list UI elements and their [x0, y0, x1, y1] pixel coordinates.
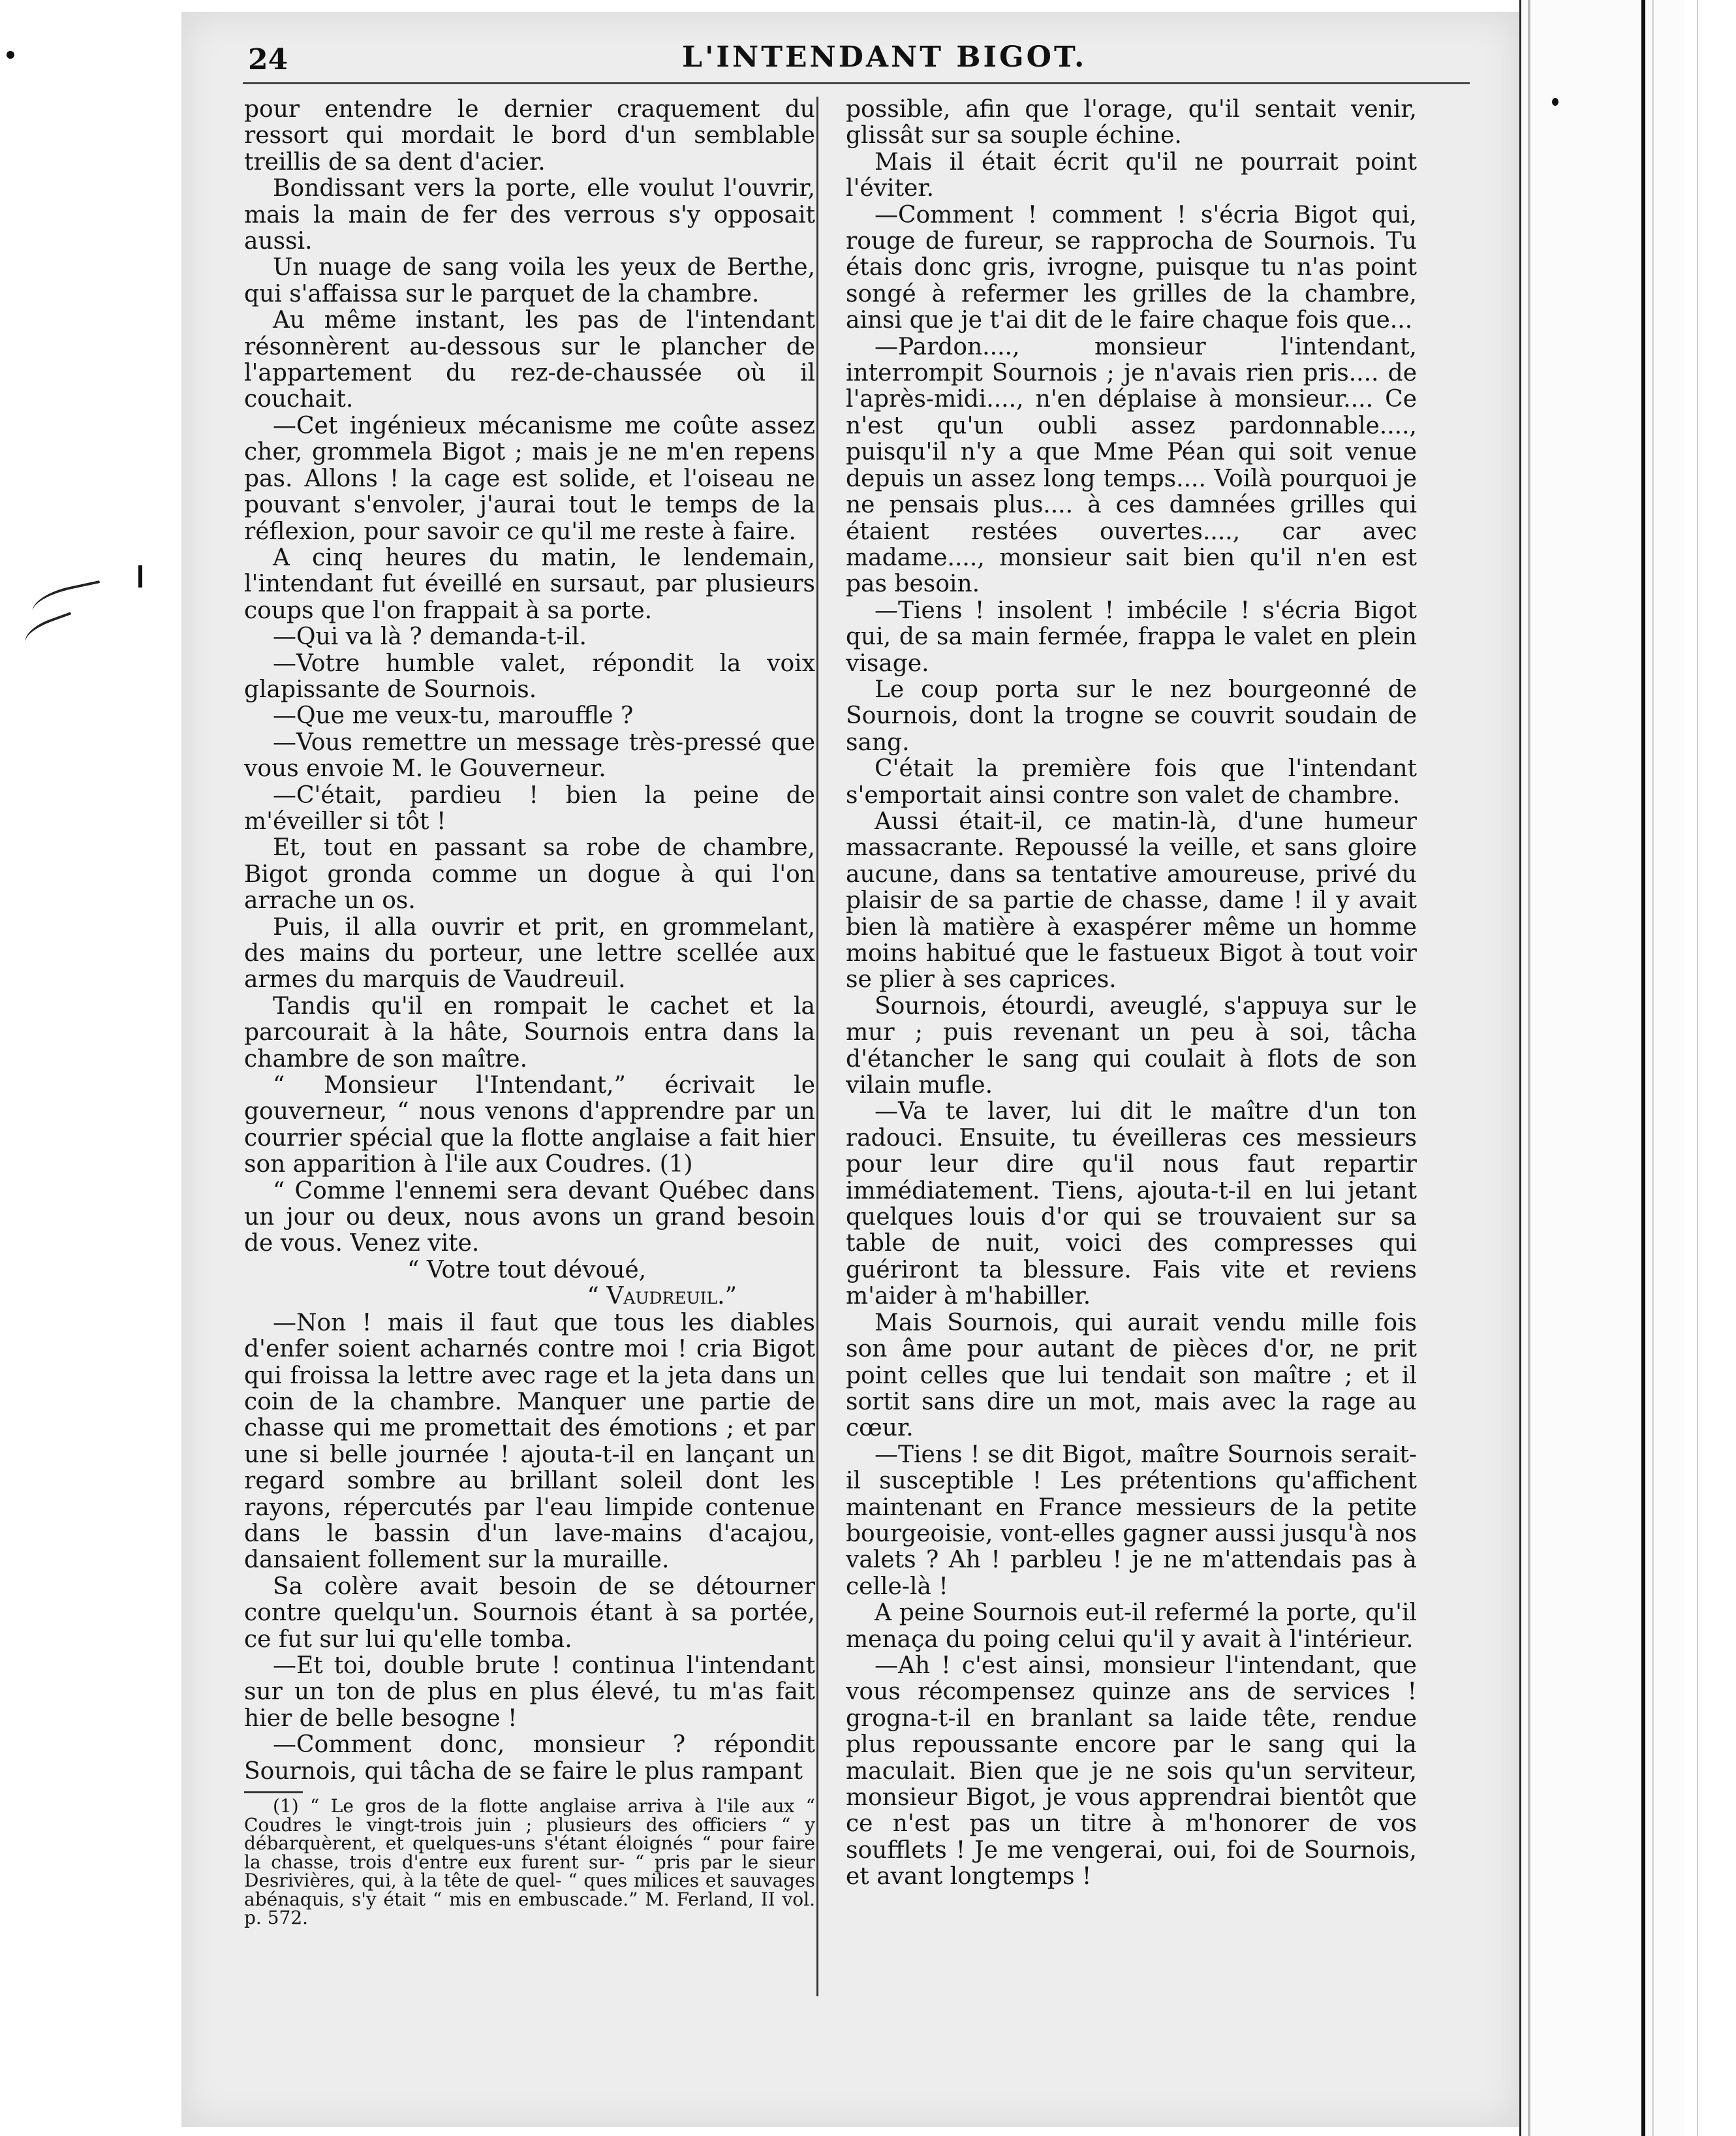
paragraph: Sa colère avait besoin de se détourner contre quelqu'un. Sournois étant à sa portée, ce fut sur lui qu'elle tomba. [244, 1573, 815, 1653]
running-title: L'INTENDANT BIGOT. [682, 40, 1087, 74]
paragraph: —Que me veux-tu, marouffle ? [273, 702, 634, 730]
scan-speck [138, 565, 142, 588]
paragraph: —C'était, pardieu ! bien la peine de m'éveiller si tôt ! [244, 781, 815, 835]
paragraph: —Va te laver, lui dit le maître d'un ton radouci. Ensuite, tu éveilleras ces messieurs pour leur dire qu'il nous faut repartir immédiatement. Tiens, ajouta-t-il en lui jetant quelques louis d'or qui se trouvaient sur sa table de nuit, voici des compresses qui guériront ta blessure. Fais vite et reviens m'aider à m'habiller. [846, 1098, 1417, 1310]
paragraph: C'était la première fois que l'intendant s'emportait ainsi contre son valet de chambre. [846, 755, 1417, 809]
paragraph: —Tiens ! se dit Bigot, maître Sournois serait-il susceptible ! Les prétentions qu'affichent maintenant en France messieurs de la petite bourgeoisie, vont-elles gagner aussi jusqu'à nos valets ? Ah ! parbleu ! je ne m'attendais pas à celle-là ! [846, 1441, 1417, 1600]
paragraph: —Cet ingénieux mécanisme me coûte assez cher, grommela Bigot ; mais je ne m'en repens pas. Allons ! la cage est solide, et l'oiseau ne pouvant s'envoler, j'aurai tout le temps de la réflexion, pour savoir ce qu'il me reste à faire. [244, 412, 815, 545]
paragraph: —Non ! mais il faut que tous les diables d'enfer soient acharnés contre moi ! cria Bigot qui froissa la lettre avec rage et la jeta dans un coin de la chambre. Manquer une partie de chasse qui me promettait des émotions ; et par une si belle journée ! ajouta-t-il en lançant un regard sombre au brillant soleil dont les rayons, répercutés par l'eau limpide contenue dans le bassin d'un lave-mains d'acajou, dansaient follement sur la muraille. [244, 1309, 815, 1574]
paragraph: —Ah ! c'est ainsi, monsieur l'intendant, que vous récompensez quinze ans de services ! grogna-t-il en branlant sa laide tête, rendue plus repoussante encore par le sang qui la maculait. Bien que je ne sois qu'un serviteur, monsieur Bigot, je vous apprendrai bientôt que ce n'est pas un titre à m'honorer de vos soufflets ! Je me vengerai, oui, foi de Sournois, et avant longtemps ! [846, 1652, 1417, 1891]
scan-speck [7, 51, 14, 59]
paragraph: Et, tout en passant sa robe de chambre, Bigot gronda comme un dogue à qui l'on arrache un os. [244, 834, 815, 915]
binding-edge [1641, 0, 1645, 2136]
paragraph: —Votre humble valet, répondit la voix glapissante de Sournois. [244, 650, 815, 703]
paragraph: Un nuage de sang voila les yeux de Berthe, qui s'affaissa sur le parquet de la chambre. [244, 254, 815, 307]
page-number: 24 [248, 43, 288, 76]
footnote-rule [244, 1791, 303, 1793]
paragraph: —Tiens ! insolent ! imbécile ! s'écria Bigot qui, de sa main fermée, frappa le valet en plein visage. [846, 597, 1417, 677]
letter-paragraph: “ Comme l'ennemi sera devant Québec dans un jour ou deux, nous avons un grand besoin de vous. Venez vite. [244, 1177, 815, 1257]
page-stack-edge [1519, 0, 1684, 2136]
paragraph: —Comment donc, monsieur ? répondit Sournois, qui tâcha de se faire le plus rampant [244, 1731, 815, 1785]
paragraph: Aussi était-il, ce matin-là, d'une humeur massacrante. Repoussé la veille, et sans gloire aucune, dans sa tentative amoureuse, privé du plaisir de sa partie de chasse, dame ! il y avait bien là matière à exaspérer même un homme moins habitué que le fastueux Bigot à tout voir se plier à ses caprices. [846, 808, 1417, 994]
paragraph: possible, afin que l'orage, qu'il sentait venir, glissât sur sa souple échine. [846, 96, 1417, 149]
footnote: (1) “ Le gros de la flotte anglaise arriva à l'ile aux “ Coudres le vingt-trois juin ; plusieurs des officiers “ y débarquèrent, et quelques-uns s'étant éloignés “ pour faire la chasse, trois d'entre eux furent sur- “ pris par le sieur Desrivières, qui, à la tête de quel- “ ques milices et sauvages abénaquis, s'y était “ mis en embuscade.” M. Ferland, II vol. p. 572. [244, 1795, 815, 1928]
paragraph: Le coup porta sur le nez bourgeonné de Sournois, dont la trogne se couvrit soudain de sang. [846, 676, 1417, 756]
paragraph: —Qui va là ? demanda-t-il. [273, 623, 587, 651]
scan-speck [1552, 98, 1558, 106]
paragraph: A cinq heures du matin, le lendemain, l'intendant fut éveillé en sursaut, par plusieurs coups que l'on frappait à sa porte. [244, 544, 815, 624]
paragraph: —Vous remettre un message très-pressé que vous envoie M. le Gouverneur. [244, 729, 815, 783]
column-divider [816, 97, 818, 1996]
paragraph: Bondissant vers la porte, elle voulut l'ouvrir, mais la main de fer des verrous s'y opposait aussi. [244, 175, 815, 255]
letter-closing: “ Votre tout dévoué, [407, 1256, 647, 1283]
paragraph: Mais il était écrit qu'il ne pourrait point l'éviter. [846, 148, 1417, 202]
paragraph: Puis, il alla ouvrir et prit, en grommelant, des mains du porteur, une lettre scellée aux armes du marquis de Vaudreuil. [244, 913, 815, 994]
right-column [846, 97, 1417, 1891]
paragraph: A peine Sournois eut-il refermé la porte, qu'il menaça du poing celui qu'il y avait à l'intérieur. [846, 1599, 1417, 1653]
margin-strip [1697, 0, 1736, 2136]
paragraph: Tandis qu'il en rompait le cachet et la parcourait à la hâte, Sournois entra dans la chambre de son maître. [244, 992, 815, 1073]
header-rule [243, 82, 1470, 84]
paragraph: Au même instant, les pas de l'intendant résonnèrent au-dessous sur le plancher de l'appartement du rez-de-chaussée où il couchait. [244, 307, 815, 413]
paragraph: Sournois, étourdi, aveuglé, s'appuya sur le mur ; puis revenant un peu à soi, tâcha d'étancher le sang qui coulait à flots de son vilain mufle. [846, 992, 1417, 1099]
left-column [244, 97, 815, 1928]
letter-paragraph: “ Monsieur l'Intendant,” écrivait le gouverneur, “ nous venons d'apprendre par un courrier spécial que la flotte anglaise a fait hier son apparition à l'ile aux Coudres. (1) [244, 1072, 815, 1178]
paragraph: pour entendre le dernier craquement du ressort qui mordait le bord d'un semblable treillis de sa dent d'acier. [244, 96, 815, 176]
letter-signature: “ Vaudreuil.” [587, 1283, 737, 1310]
paragraph: —Comment ! comment ! s'écria Bigot qui, rouge de fureur, se rapprocha de Sournois. Tu étais donc gris, ivrogne, puisque tu n'as point songé à refermer les grilles de la chambre, ainsi que je t'ai dit de le faire chaque fois que... [846, 201, 1417, 334]
paragraph: —Et toi, double brute ! continua l'intendant sur un ton de plus en plus élevé, tu m'as fait hier de belle besogne ! [244, 1652, 815, 1732]
paragraph: —Pardon...., monsieur l'intendant, interrompit Sournois ; je n'avais rien pris.... de l'après-midi...., n'en déplaise à monsieur.... Ce n'est qu'un oubli assez pardonnable...., puisqu'il n'y a que Mme Péan qui soit venue depuis un assez long temps.... Voilà pourquoi je ne pensais plus.... à ces damnées grilles qui étaient restées ouvertes...., car avec madame...., monsieur sait bien qu'il n'en est pas besoin. [846, 333, 1417, 598]
paragraph: Mais Sournois, qui aurait vendu mille fois son âme pour autant de pièces d'or, ne prit point celles que lui tendait son maître ; et il sortit sans dire un mot, mais avec la rage au cœur. [846, 1309, 1417, 1442]
